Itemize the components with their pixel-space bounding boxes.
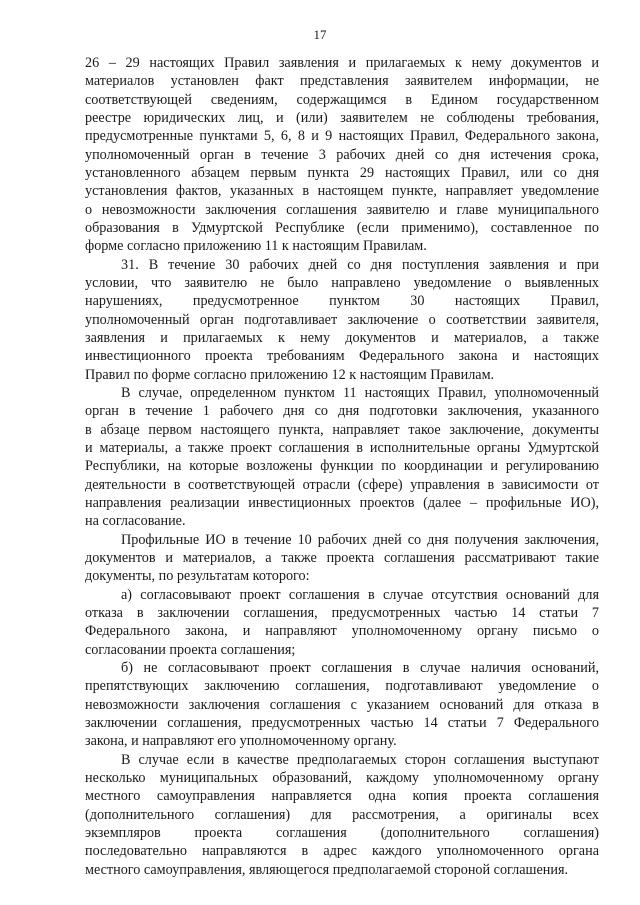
text-line: Правил по форме согласно приложению 12 к настоящим Правилам. bbox=[85, 366, 495, 383]
text-line: Профильные ИО в течение 10 рабочих дней со дня получения заключения, bbox=[121, 531, 599, 548]
text-line: реестре юридических лиц, и (или) заявителем не соблюдены требования, bbox=[85, 110, 599, 126]
text-line: отказа в заключении соглашения, предусмотренных частью 14 статьи 7 bbox=[85, 604, 599, 621]
text-line: местного самоуправления, являющегося предполагаемой стороной соглашения. bbox=[85, 861, 569, 878]
text-line: орган в течение 1 рабочего дня со дня подготовки заключения, указанного bbox=[85, 403, 599, 420]
text-line: 26 – 29 настоящих Правил заявления и прилагаемых к нему документов и bbox=[85, 55, 599, 71]
text-line: 31. В течение 30 рабочих дней со дня поступления заявления и при bbox=[121, 256, 599, 273]
text-line: закона, и направляют его уполномоченному органу. bbox=[85, 733, 397, 750]
text-line: заключении соглашения, предусмотренных частью 14 статьи 7 Федерального bbox=[85, 714, 599, 731]
text-line: инвестиционного проекта требованиям Федерального закона и настоящих bbox=[85, 348, 599, 365]
text-line: уполномоченный орган в течение 3 рабочих дней со дня истечения срока, bbox=[85, 146, 599, 163]
text-line: заявления и прилагаемых к нему документов и материалов, а также bbox=[85, 329, 599, 346]
text-line: Республики, на которые возложены функции по координации и регулированию bbox=[85, 458, 599, 475]
text-line: Федерального закона, и направляют уполномоченному органу письмо о bbox=[85, 623, 599, 640]
text-line: препятствующих заключению соглашения, подготавливают уведомление о bbox=[85, 678, 599, 695]
text-line: экземпляров проекта соглашения (дополнительного соглашения) bbox=[85, 824, 599, 841]
text-line: деятельности в соответствующей отрасли (сфере) управления в зависимости от bbox=[85, 476, 599, 493]
text-line: В случае, определенном пунктом 11 настоящих Правил, уполномоченный bbox=[121, 384, 599, 401]
text-line: уполномоченный орган подготавливает заключение о соответствии заявителя, bbox=[85, 311, 599, 328]
text-line: В случае если в качестве предполагаемых сторон соглашения выступают bbox=[121, 751, 599, 768]
text-line: соответствующей сведениям, содержащимся в Едином государственном bbox=[85, 91, 599, 108]
text-line: предусмотренные пунктами 5, 6, 8 и 9 настоящих Правил, Федерального закона, bbox=[85, 128, 599, 145]
page-number: 17 bbox=[313, 27, 327, 42]
text-line: несколько муниципальных образований, каждому уполномоченному органу bbox=[85, 769, 599, 786]
text-line: согласовании проекта соглашения; bbox=[85, 641, 296, 658]
text-line: документов и материалов, а также проекта соглашения рассматривают такие bbox=[85, 549, 599, 566]
text-line: последовательно направляются в адрес каждого уполномоченного органа bbox=[85, 843, 599, 860]
text-line: о невозможности заключения соглашения заявителю и главе муниципального bbox=[85, 201, 599, 218]
text-line: направления реализации инвестиционных проектов (далее – профильные ИО), bbox=[85, 494, 599, 511]
text-line: документы, по результатам которого: bbox=[85, 568, 310, 585]
text-line: установленного абзацем первым пункта 29 настоящих Правил, или со дня bbox=[85, 165, 599, 181]
text-line: а) согласовывают проект соглашения в случае отсутствия оснований для bbox=[121, 586, 599, 603]
text-line: местного самоуправления направляется одна копия проекта соглашения bbox=[85, 788, 599, 805]
text-line: условии, что заявителю не было направлено уведомление о выявленных bbox=[85, 275, 599, 291]
text-line: установления фактов, указанных в настоящем пункте, направляет уведомление bbox=[85, 183, 599, 200]
text-line: б) не согласовывают проект соглашения в случае наличия оснований, bbox=[121, 659, 599, 676]
text-line: форме согласно приложению 11 к настоящим Правилам. bbox=[85, 238, 427, 255]
text-line: в абзаце первом настоящего пункта, направляет такое заключение, документы bbox=[85, 421, 599, 438]
text-line: невозможности заключения соглашения с указанием оснований для отказа в bbox=[85, 696, 599, 713]
text-line: и материалы, а также проект соглашения в исполнительные органы Удмуртской bbox=[85, 439, 599, 456]
text-line: на согласование. bbox=[85, 513, 186, 530]
text-line: (дополнительного соглашения) для рассмотрения, а оригиналы всех bbox=[85, 806, 599, 823]
text-line: нарушениях, предусмотренное пунктом 30 настоящих Правил, bbox=[85, 293, 599, 310]
text-line: образования в Удмуртской Республике (если применимо), составленное по bbox=[85, 220, 599, 236]
text-line: материалов установлен факт представления заявителем информации, не bbox=[85, 73, 599, 90]
